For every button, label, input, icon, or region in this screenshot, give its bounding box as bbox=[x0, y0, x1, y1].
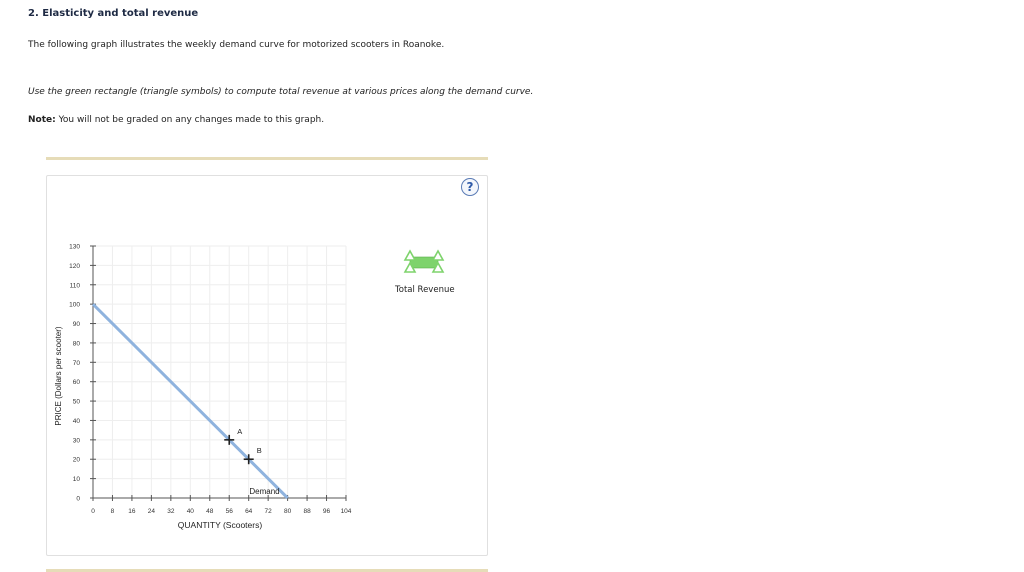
triangle-handle-top-right[interactable] bbox=[433, 251, 443, 260]
note-label: Note: bbox=[28, 115, 56, 125]
x-tick-label: 24 bbox=[147, 508, 156, 515]
y-tick-label: 20 bbox=[72, 456, 80, 464]
x-tick-label: 8 bbox=[110, 508, 115, 515]
chart-points bbox=[224, 427, 261, 464]
y-tick-label: 130 bbox=[69, 243, 80, 251]
point-label: A bbox=[237, 426, 243, 436]
y-tick-label: 50 bbox=[72, 398, 80, 406]
x-tick-label: 48 bbox=[206, 508, 214, 515]
y-tick-label: 80 bbox=[72, 340, 80, 348]
x-tick-label: 32 bbox=[167, 508, 175, 515]
y-tick-label: 30 bbox=[72, 437, 80, 445]
note-body: You will not be graded on any changes made to this graph. bbox=[58, 115, 325, 125]
x-tick-label: 40 bbox=[186, 508, 194, 515]
instructions-text: Use the green rectangle (triangle symbols) to compute total revenue at various prices along the demand curve. bbox=[28, 87, 534, 97]
x-tick-label: 72 bbox=[264, 508, 272, 515]
x-tick-label: 96 bbox=[322, 508, 331, 515]
x-tick-label: 104 bbox=[340, 508, 352, 515]
y-tick-label: 70 bbox=[72, 359, 80, 367]
help-icon: ? bbox=[466, 180, 474, 194]
y-tick-label: 0 bbox=[76, 495, 80, 503]
y-tick-label: 100 bbox=[69, 301, 80, 309]
total-revenue-tool[interactable] bbox=[405, 251, 443, 272]
x-tick-label: 16 bbox=[128, 508, 136, 515]
chart-grid bbox=[93, 246, 346, 498]
point-label: B bbox=[256, 446, 262, 456]
y-tick-label: 40 bbox=[72, 417, 80, 425]
x-tick-label: 80 bbox=[283, 508, 292, 515]
y-tick-label: 10 bbox=[72, 476, 80, 484]
y-tick-label: 120 bbox=[69, 262, 80, 270]
section-heading: 2. Elasticity and total revenue bbox=[28, 8, 199, 19]
x-tick-label: 56 bbox=[225, 508, 233, 515]
triangle-handle-top-left[interactable] bbox=[405, 251, 415, 260]
intro-text: The following graph illustrates the weekly demand curve for motorized scooters in Roanoke. bbox=[28, 40, 445, 50]
x-tick-label: 64 bbox=[245, 508, 253, 515]
total-revenue-label: Total Revenue bbox=[395, 285, 455, 295]
x-axis-label: QUANTITY (Scooters) bbox=[177, 520, 263, 530]
x-tick-label: 0 bbox=[91, 508, 95, 515]
chart-labels bbox=[54, 326, 262, 530]
y-tick-label: 60 bbox=[72, 379, 80, 387]
x-tick-label: 88 bbox=[303, 508, 311, 515]
y-tick-label: 110 bbox=[69, 282, 80, 290]
chart-axes bbox=[69, 244, 352, 516]
y-tick-label: 90 bbox=[72, 321, 80, 329]
y-axis-label: PRICE (Dollars per scooter) bbox=[54, 326, 63, 426]
demand-curve-label: Demand bbox=[249, 487, 280, 496]
